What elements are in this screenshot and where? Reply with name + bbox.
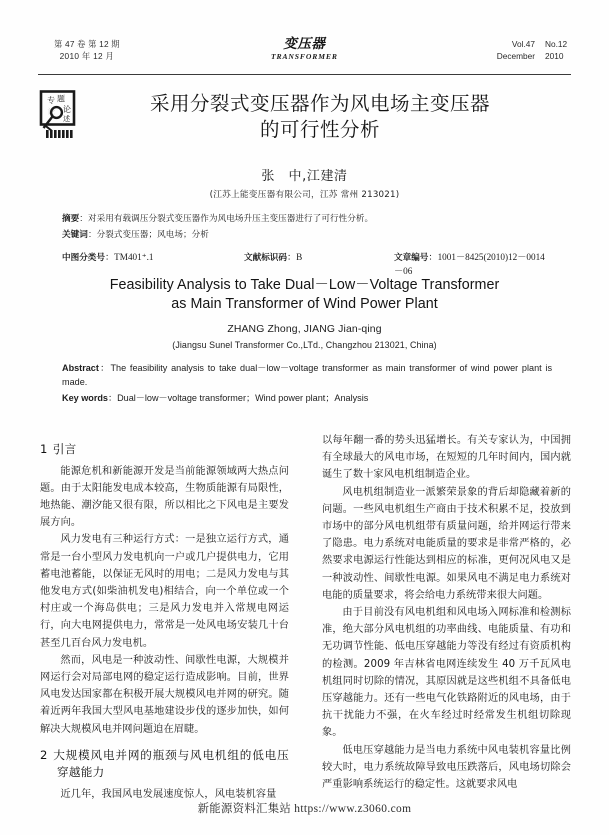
svg-text:论: 论 [47, 107, 55, 116]
keywords-cn-line [62, 228, 552, 244]
clc-number [62, 249, 244, 277]
body-paragraph: 然而，风电是一种波动性、间歇性电源，大规模并网运行会对局部电网的稳定运行造成影响。目前，世界风电发达国家都在积极开展大规模风电并网的研究。随着近两年我国大型风电基地建设步伐的逐步加快，如何解决大规模风电并网问题迫在眉睫。 [40, 654, 289, 735]
keywords-en-label: Key words [62, 393, 108, 403]
document-code-label: 文献标识码 [244, 253, 287, 263]
journal-title-cn: 变压器 [283, 36, 326, 51]
issue-info-left [38, 38, 120, 62]
abstract-en-label: Abstract [62, 363, 99, 373]
special-topic-stamp-icon [38, 90, 85, 140]
page-title-en-line1: Feasibility Analysis to Take Dual－Low－Voltage Transformer [109, 277, 500, 293]
keywords-cn-text: ：分裂式变压器；风电场；分析 [87, 229, 209, 240]
page-footer [0, 800, 609, 816]
keywords-cn-label: 关键词 [62, 229, 88, 240]
abstract-en-line [62, 362, 552, 389]
abstract-cn-block [62, 212, 552, 243]
authors-en: ZHANG Zhong, JIANG Jian-qing [227, 324, 382, 335]
article-number-label: 文章编号 [394, 253, 429, 263]
page-title-en [50, 276, 559, 314]
body-paragraph: 低电压穿越能力是当电力系统中风电装机容量比例较大时，电力系统故障导致电压跌落后，风电场切除会严重影响系统运行的稳定性。这就要求风电 [322, 744, 571, 791]
svg-text:论: 论 [63, 105, 71, 114]
authors-cn: 张 中,江建清 [261, 169, 348, 184]
footer-url: https://www.z3060.com [294, 803, 412, 815]
abstract-en-block [62, 362, 552, 406]
body-paragraph: 风电机组制造业一派繁荣景象的背后却隐藏着新的问题。一些风电机组生产商由于技术积累不足，投放到市场中的部分风电机组带有质量问题，给并网运行带来了隐患。电力系统对电能质量的要求是非常严格的，必然要求电源运行性能达到相应的标准，更何况风电又是一种波动性、间歇性电源。如果风电不满足电力系统对电能的质量要求，将会给电力系统带来很大问题。 [322, 486, 571, 601]
number-en: No.12 [545, 39, 568, 49]
journal-title-en: TRANSFORMER [270, 52, 338, 61]
svg-text:专: 专 [47, 96, 55, 105]
document-code-value: ：B [286, 252, 303, 262]
affiliation-cn: (江苏上能变压器有限公司，江苏 常州 213021) [209, 190, 400, 200]
body-column-left [40, 432, 289, 803]
body-column-right [322, 432, 571, 793]
issue-info-right [489, 38, 571, 62]
section-heading [40, 747, 289, 782]
svg-text:述: 述 [63, 115, 70, 123]
page-title-en-line2: as Main Transformer of Wind Power Plant [171, 296, 438, 312]
section-title: 大规模风电并网的瓶颈与风电机组的低电压穿越能力 [52, 747, 289, 780]
running-head [38, 38, 571, 74]
section-heading [40, 441, 289, 459]
body-paragraph: 能源危机和新能源开发是当前能源领域两大热点问题。由于太阳能发电成本较高，生物质能源有局限性，地热能、潮汐能又很有限，所以相比之下风电是主要发展方向。 [40, 465, 289, 529]
body-paragraph: 风力发电有三种运行方式：一是独立运行方式，通常是一台小型风力发电机向一户或几户提供电力，它用蓄电池蓄能，以保证无风时的用电；二是风力发电与其他发电方式(如柴油机发电)相结合，向一个单位或一个村庄或一个海岛供电；三是风力发电并入常规电网运行，向大电网提供电力，常常是一处风电场安装几十台甚至几百台风力发电机。 [40, 534, 289, 649]
page-title-cn-line1: 采用分裂式变压器作为风电场主变压器 [149, 92, 490, 115]
journal-masthead [271, 37, 338, 62]
keywords-en-text: ：Dual－low－voltage transformer；Wind power plant；Analysis [108, 393, 369, 403]
body-paragraph-continued: 以每年翻一番的势头迅猛增长。有关专家认为，中国拥有全球最大的风电市场，在短短的几年时间内，国内就诞生了数十家风电机组制造企业。 [322, 435, 571, 481]
keywords-en-line [62, 392, 552, 406]
clc-label: 中图分类号 [62, 253, 105, 263]
body-paragraph: 近几年，我国风电发展速度惊人，风电装机容量 [60, 788, 277, 800]
footer-site-name: 新能源资料汇集站 [197, 803, 292, 815]
article-meta-row [62, 249, 552, 277]
month-en: December [496, 51, 535, 61]
article-number-value: ：1001－8425(2010)12－0014－06 [394, 252, 545, 276]
svg-text:题: 题 [57, 94, 65, 104]
header-divider [38, 74, 571, 75]
section-number: 2 [40, 747, 48, 762]
section-title: 引言 [52, 442, 77, 456]
section-number: 1 [40, 442, 48, 456]
year-en: 2010 [545, 51, 564, 61]
page-title-cn [90, 91, 550, 143]
abstract-en-text: ：The feasibility analysis to take dual－low－voltage transformer as main transformer of wind power plant is made. [62, 363, 552, 387]
affiliation-en: (Jiangsu Sunel Transformer Co.,LTd., Changzhou 213021, China) [172, 340, 437, 350]
date-cn: 2010 年 12 月 [59, 51, 115, 61]
document-code [244, 249, 394, 277]
abstract-cn-line [62, 212, 552, 228]
clc-value: ：TM401⁺.1 [104, 252, 154, 262]
volume-issue-cn: 第 47 卷 第 12 期 [54, 39, 120, 49]
page-title-cn-line2: 的可行性分析 [259, 118, 380, 141]
body-paragraph: 由于目前没有风电机组和风电场入网标准和检测标准，绝大部分风电机组的功率曲线、电能质量、有功和无功调节性能、低电压穿越能力等没有经过有资质机构的检测。2009 年吉林省电网连续发生 40 万千瓦风电机组同时切除的情况，其原因就是这些机组不具备低电压穿越能力。还有一些电气化铁路附近的风电场，由于抗干扰能力不强，在火车经过时经常发生机组切除现象。 [322, 607, 571, 739]
abstract-cn-text: ：对采用有载调压分裂式变压器作为风电场升压主变压器进行了可行性分析。 [79, 214, 374, 224]
article-number [394, 249, 552, 277]
abstract-cn-label: 摘要 [62, 214, 80, 224]
volume-en: Vol.47 [511, 39, 535, 49]
